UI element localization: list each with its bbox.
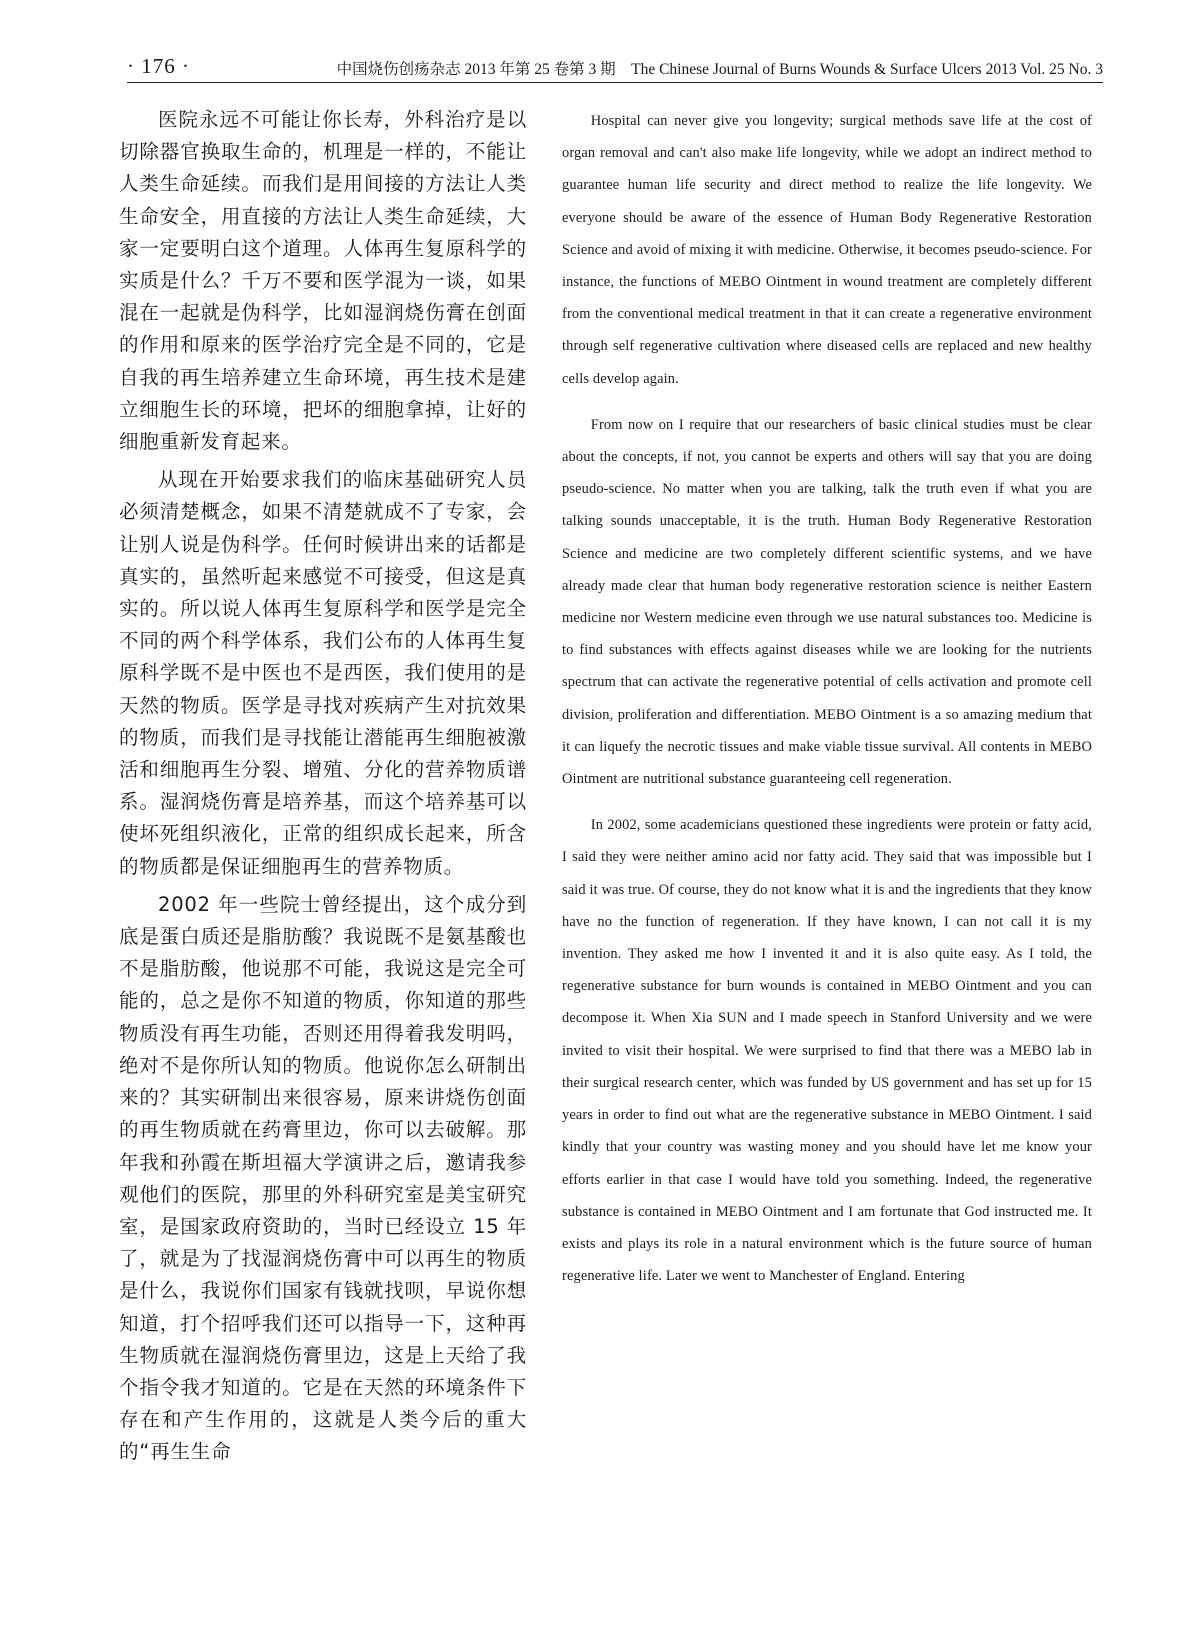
page-number: · 176 · (127, 54, 190, 78)
english-paragraph: Hospital can never give you longevity; surgical methods save life at the cost of organ removal and can't also make life longevity, while we adopt an indirect method to guarantee human life security and direct method to realize the life longevity. We everyone should be aware of the essence of Human Body Regenerative Restoration Science and avoid of mixing it with medicine. Otherwise, it becomes pseudo-science. For instance, the functions of MEBO Ointment in wound treatment are completely different from the conventional medical treatment in that it can create a regenerative environment through self regenerative cultivation where diseased cells are replaced and new healthy cells develop again. (562, 113, 1092, 387)
english-paragraph: From now on I require that our researchers of basic clinical studies must be clear about the concepts, if not, you cannot be experts and others will say that you are doing pseudo-science. No matter when you are talking, talk the truth even if what you are talking sounds unacceptable, it is the truth. Human Body Regenerative Restoration Science and medicine are two completely different scientific systems, and we have already made clear that human body regenerative restoration science is neither Eastern medicine nor Western medicine even through we use natural substances too. Medicine is to find substances with effects against diseases while we are looking for the nutrients spectrum that can activate the regenerative potential of cells activation and promote cell division, proliferation and differentiation. MEBO Ointment is a so amazing medium that it can liquefy the necrotic tissues and make viable tissue survival. All contents in MEBO Ointment are nutritional substance guaranteeing cell regeneration. (562, 416, 1092, 788)
english-text-column (562, 105, 1092, 1306)
journal-running-title: 中国烧伤创疡杂志 2013 年第 25 卷第 3 期 The Chinese Journal of Burns Wounds & Surface Ulcers 2013 Vol. 25 No. 3 (336, 61, 1103, 78)
english-paragraph: In 2002, some academicians questioned these ingredients were protein or fatty acid, I said they were neither amino acid nor fatty acid. They said that was impossible but I said it was true. Of course, they do not know what it is and the ingredients that they know have no the function of regeneration. If they have known, I can not call it is my invention. They asked me how I invented it and it is also quite easy. As I told, the regenerative substance for burn wounds is contained in MEBO Ointment and you can decompose it. When Xia SUN and I made speech in Stanford University and we were invited to visit their hospital. We were surprised to find that there was a MEBO lab in their surgical research center, which was funded by US government and has set up for 15 years in order to find out what are the regenerative substance in MEBO Ointment. I said kindly that your country was wasting money and you should have let me know your efforts earlier in that case I would have told you something. Indeed, the regenerative substance is contained in MEBO Ointment and I am fortunate that God instructed me. It exists and plays its role in a natural environment which is the future source of human regenerative life. Later we went to Manchester of England. Entering (562, 817, 1093, 1285)
chinese-text-column (119, 104, 527, 1475)
chinese-paragraph: 医院永远不可能让你长寿，外科治疗是以切除器官换取生命的，机理是一样的，不能让人类生命延续。而我们是用间接的方法让人类生命安全，用直接的方法让人类生命延续，大家一定要明白这个道理。人体再生复原科学的实质是什么？千万不要和医学混为一谈，如果混在一起就是伪科学，比如湿润烧伤膏在创面的作用和原来的医学治疗完全是不同的，它是自我的再生培养建立生命环境，再生技术是建立细胞生长的环境，把坏的细胞拿掉，让好的细胞重新发育起来。 (119, 108, 527, 454)
chinese-paragraph: 从现在开始要求我们的临床基础研究人员必须清楚概念，如果不清楚就成不了专家，会让别人说是伪科学。任何时候讲出来的话都是真实的，虽然听起来感觉不可接受，但这是真实的。所以说人体再生复原科学和医学是完全不同的两个科学体系，我们公布的人体再生复原科学既不是中医也不是西医，我们使用的是天然的物质。医学是寻找对疾病产生对抗效果的物质，而我们是寻找能让潜能再生细胞被激活和细胞再生分裂、增殖、分化的营养物质谱系。湿润烧伤膏是培养基，而这个培养基可以使坏死组织液化，正常的组织成长起来，所含的物质都是保证细胞再生的营养物质。 (119, 468, 527, 878)
chinese-paragraph: 2002 年一些院士曾经提出，这个成分到底是蛋白质还是脂肪酸？我说既不是氨基酸也不是脂肪酸，他说那不可能，我说这是完全可能的，总之是你不知道的物质，你知道的那些物质没有再生功能，否则还用得着我发明吗，绝对不是你所认知的物质。他说你怎么研制出来的？其实研制出来很容易，原来讲烧伤创面的再生物质就在药膏里边，你可以去破解。那年我和孙霞在斯坦福大学演讲之后，邀请我参观他们的医院，那里的外科研究室是美宝研究室，是国家政府资助的，当时已经设立 15 年了，就是为了找湿润烧伤膏中可以再生的物质是什么，我说你们国家有钱就找呗，早说你想知道，打个招呼我们还可以指导一下，这种再生物质就在湿润烧伤膏里边，这是上天给了我个指令我才知道的。它是在天然的环境条件下存在和产生作用的，这就是人类今后的重大的“再生生命 (119, 892, 527, 1464)
page-header (127, 46, 1103, 83)
